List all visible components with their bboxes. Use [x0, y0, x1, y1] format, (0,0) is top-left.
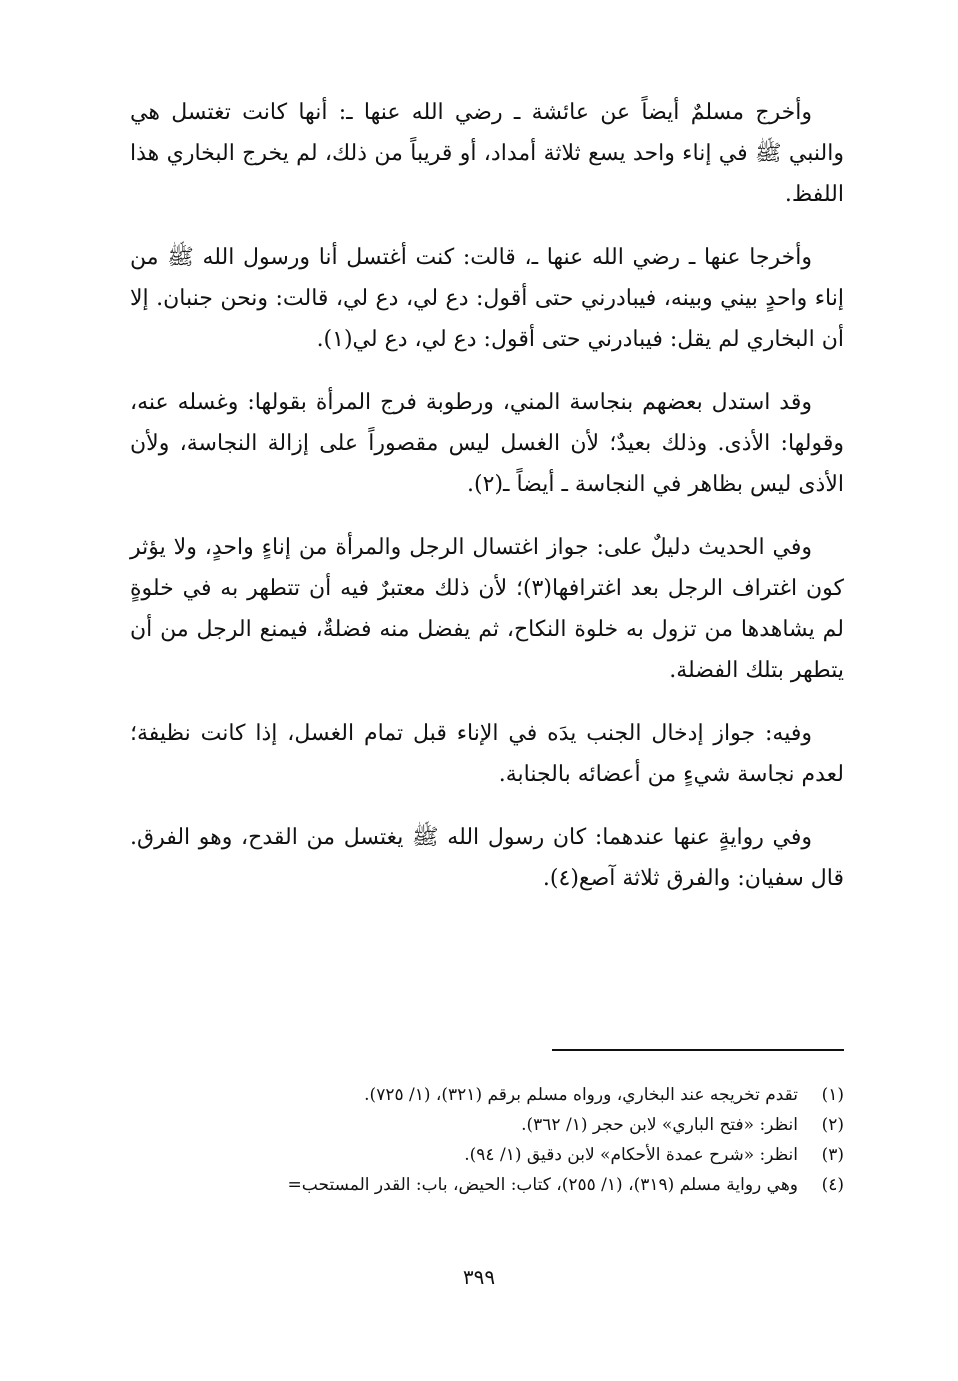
footnote-text: تقدم تخريجه عند البخاري، ورواه مسلم برقم (٣٢١)، (١/ ٧٢٥). — [364, 1085, 798, 1105]
footnotes — [110, 1080, 844, 1200]
footnote-divider — [552, 1049, 844, 1051]
footnote-2 — [110, 1110, 844, 1140]
footnote-text: انظر: «فتح الباري» لابن حجر (١/ ٣٦٢). — [521, 1115, 798, 1135]
paragraph-6: وفي روايةٍ عنها عندهما: كان رسول الله ﷺ يغتسل من القدح، وهو الفرق. قال سفيان: والفرق ثلاثة آصع(٤). — [130, 825, 844, 891]
footnote-number: (٤) — [821, 1175, 844, 1195]
paragraph-1: وأخرج مسلمٌ أيضاً عن عائشة ـ رضي الله عنها ـ: أنها كانت تغتسل هي والنبي ﷺ في إناء واحد يسع ثلاثة أمداد، أو قريباً من ذلك، لم يخرج البخاري هذا اللفظ. — [130, 100, 844, 207]
footnote-number: (١) — [821, 1085, 844, 1105]
footnote-text: وهي رواية مسلم (٣١٩)، (١/ ٢٥٥)، كتاب: الحيض، باب: القدر المستحب= — [287, 1175, 798, 1195]
paragraph-2: وأخرجا عنها ـ رضي الله عنها ـ، قالت: كنت أغتسل أنا ورسول الله ﷺ من إناء واحدٍ بيني وبينه، فيبادرني حتى أقول: دع لي، دع لي، قالت: ونحن جنبان. إلا أن البخاري لم يقل: فيبادرني حتى أقول: دع لي، دع لي(١). — [130, 245, 844, 352]
footnote-number: (٢) — [821, 1115, 844, 1135]
main-text — [130, 92, 844, 921]
footnote-number: (٣) — [821, 1145, 844, 1165]
footnote-4 — [110, 1170, 844, 1200]
paragraph-4: وفي الحديث دليلٌ على: جواز اغتسال الرجل والمرأة من إناءٍ واحدٍ، ولا يؤثر كون اغتراف الرجل بعد اغترافها(٣)؛ لأن ذلك معتبرٌ فيه أن تتطهر به في خلوةٍ لم يشاهدها من تزول به خلوة النكاح، ثم يفضل منه فضلةٌ، فيمنع الرجل من أن يتطهر بتلك الفضلة. — [130, 535, 844, 683]
footnote-1 — [110, 1080, 844, 1110]
paragraph-3: وقد استدل بعضهم بنجاسة المني، ورطوبة فرج المرأة بقولها: وغسله عنه، وقولها: الأذى. وذلك بعيدٌ؛ لأن الغسل ليس مقصوراً على إزالة النجاسة، ولأن الأذى ليس بظاهر في النجاسة ـ أيضاً ـ(٢). — [130, 390, 844, 497]
footnote-text: انظر: «شرح عمدة الأحكام» لابن دقيق (١/ ٩٤). — [464, 1145, 798, 1165]
footnote-3 — [110, 1140, 844, 1170]
paragraph-5: وفيه: جواز إدخال الجنب يدَه في الإناء قبل تمام الغسل، إذا كانت نظيفة؛ لعدم نجاسة شيءٍ من أعضائه بالجنابة. — [130, 721, 844, 787]
page-number: ٣٩٩ — [462, 1265, 496, 1289]
